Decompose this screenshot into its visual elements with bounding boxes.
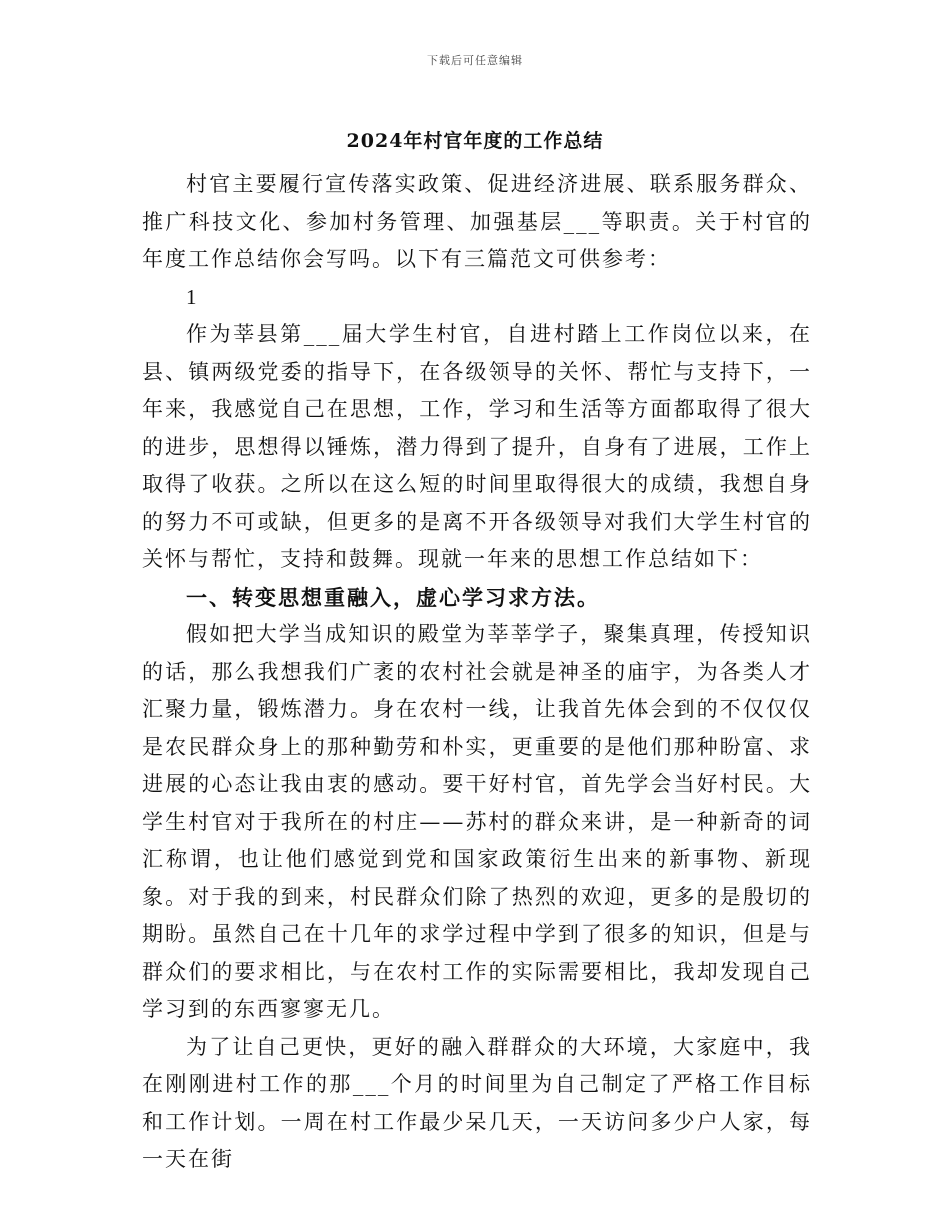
- body-paragraph: 作为莘县第___届大学生村官，自进村踏上工作岗位以来，在县、镇两级党委的指导下，在各级领导的关怀、帮忙与支持下，一年来，我感觉自己在思想，工作，学习和生活等方面都取得了很大的进步，思想得以锤炼，潜力得到了提升，自身有了进展，工作上取得了收获。之所以在这么短的时间里取得很大的成绩，我想自身的努力不可或缺，但更多的是离不开各级领导对我们大学生村官的关怀与帮忙，支持和鼓舞。现就一年来的思想工作总结如下：: [142, 322, 812, 571]
- section-heading: 一、转变思想重融入，虚心学习求方法。: [186, 584, 600, 610]
- body-paragraph: 为了让自己更快，更好的融入群群众的大环境，大家庭中，我在刚刚进村工作的那___个月的时间里为自己制定了严格工作目标和工作计划。一周在村工作最少呆几天，一天访问多少户人家，每一天在街: [142, 1034, 812, 1171]
- body-paragraph: 假如把大学当成知识的殿堂为莘莘学子，聚集真理，传授知识的话，那么我想我们广袤的农村社会就是神圣的庙宇，为各类人才汇聚力量，锻炼潜力。身在农村一线，让我首先体会到的不仅仅仅是农民群众身上的那种勤劳和朴实，更重要的是他们那种盼富、求进展的心态让我由衷的感动。要干好村官，首先学会当好村民。大学生村官对于我所在的村庄——苏村的群众来讲，是一种新奇的词汇称谓，也让他们感觉到党和国家政策衍生出来的新事物、新现象。对于我的到来，村民群众们除了热烈的欢迎，更多的是殷切的期盼。虽然自己在十几年的求学过程中学到了很多的知识，但是与群众们的要求相比，与在农村工作的实际需要相比，我却发现自己学习到的东西寥寥无几。: [142, 622, 812, 1021]
- document-title: 2024年村官年度的工作总结: [346, 130, 604, 152]
- page-header-note: 下载后可任意编辑: [427, 54, 523, 67]
- section-number: 1: [186, 284, 199, 309]
- document-body: [142, 166, 812, 1179]
- intro-paragraph: 村官主要履行宣传落实政策、促进经济进展、联系服务群众、推广科技文化、参加村务管理、加强基层___等职责。关于村官的年度工作总结你会写吗。以下有三篇范文可供参考：: [142, 172, 812, 271]
